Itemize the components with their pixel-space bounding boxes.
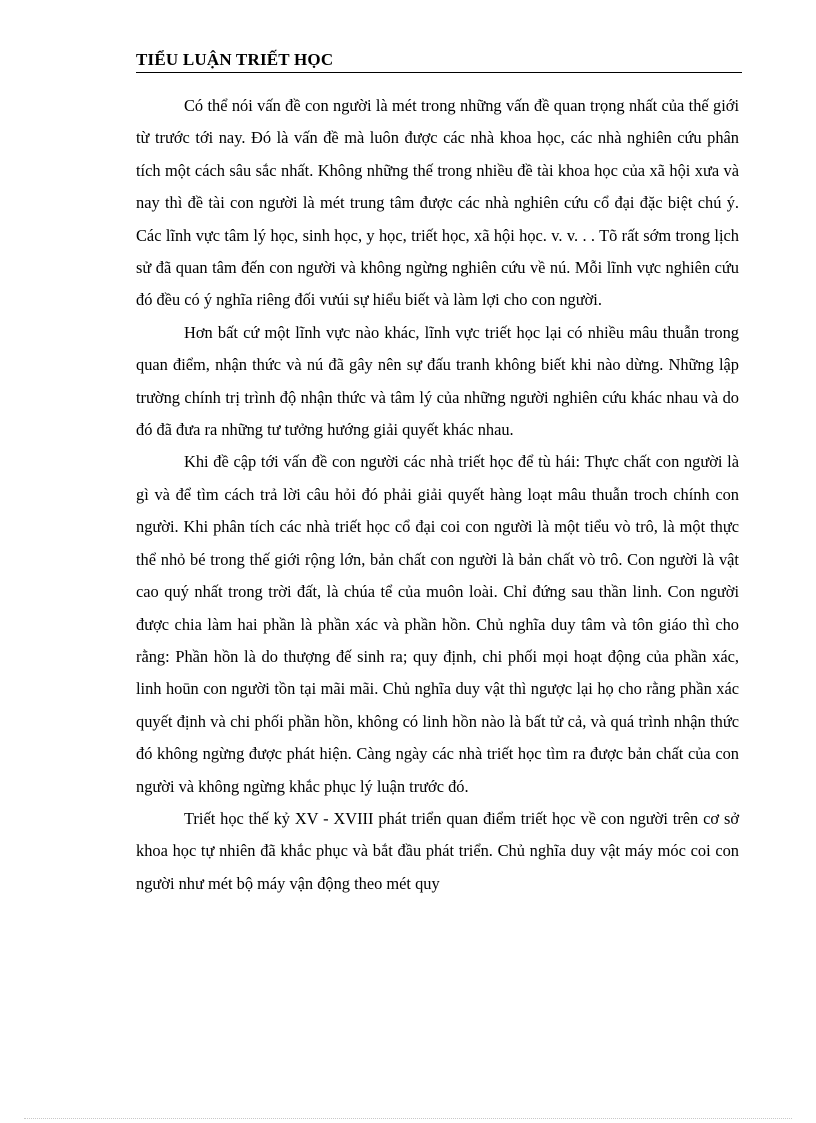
page-bottom-divider [24, 1118, 792, 1119]
document-body [136, 90, 739, 900]
paragraph-1: Có thể nói vấn đề con người là mét trong những vấn đề quan trọng nhất của thế giới từ trước tới nay. Đó là vấn đề mà luôn được các nhà khoa học, các nhà nghiên cứu phân tích một cách sâu sắc nhất. Không những thế trong nhiều đề tài khoa học của xã hội xưa và nay thì đề tài con người là mét trung tâm được các nhà nghiên cứu cổ đại đặc biệt chú ý. Các lĩnh vực tâm lý học, sinh học, y học, triết học, xã hội học. v. v. . . Tõ rất sớm trong lịch sử đã quan tâm đến con người và không ngừng nghiên cứu về nú. Mỗi lĩnh vực nghiên cứu đó đều có ý nghĩa riêng đối vưúi sự hiểu biết và làm lợi cho con người. [136, 96, 739, 310]
paragraph-2: Hơn bất cứ một lĩnh vực nào khác, lĩnh vực triết học lại có nhiều mâu thuẫn trong quan điểm, nhận thức và nú đã gây nên sự đấu tranh không biết khi nào dừng. Những lập trường chính trị trình độ nhận thức và tâm lý của những người nghiên cứu khác nhau và do đó đã đưa ra những tư tưởng hướng giải quyết khác nhau. [136, 322, 739, 440]
header-title: TIỂU LUẬN TRIẾT HỌC [136, 50, 334, 69]
paragraph-3: Khi đề cập tới vấn đề con người các nhà triết học để tù hái: Thực chất con người là gì và để tìm cách trả lời câu hỏi đó phải giải quyết hàng loạt mâu thuẫn troch chính con người. Khi phân tích các nhà triết học cổ đại coi con người là một tiểu vò trô, là một thực thể nhỏ bé trong thế giới rộng lớn, bản chất con người là bản chất vò trô. Con người là vật cao quý nhất trong trời đất, là chúa tể của muôn loài. Chỉ đứng sau thần linh. Con người được chia làm hai phần là phần xác và phần hồn. Chủ nghĩa duy tâm và tôn giáo thì cho rằng: Phần hồn là do thượng đế sinh ra; quy định, chi phối mọi hoạt động của phần xác, linh hoūn con người tồn tại mãi mãi. Chủ nghĩa duy vật thì ngược lại họ cho rằng phần xác quyết định và chi phối phần hồn, không có linh hồn nào là bất tử cả, và quá trình nhận thức đó không ngừng được phát hiện. Càng ngày các nhà triết học tìm ra được bản chất của con người và không ngừng khắc phục lý luận trước đó. [136, 452, 739, 796]
page-header [136, 50, 742, 73]
paragraph-4: Triết học thế kỷ XV - XVIII phát triển quan điểm triết học về con người trên cơ sở khoa học tự nhiên đã khắc phục và bắt đầu phát triển. Chủ nghĩa duy vật máy móc coi con người như mét bộ máy vận động theo mét quy [136, 808, 739, 893]
